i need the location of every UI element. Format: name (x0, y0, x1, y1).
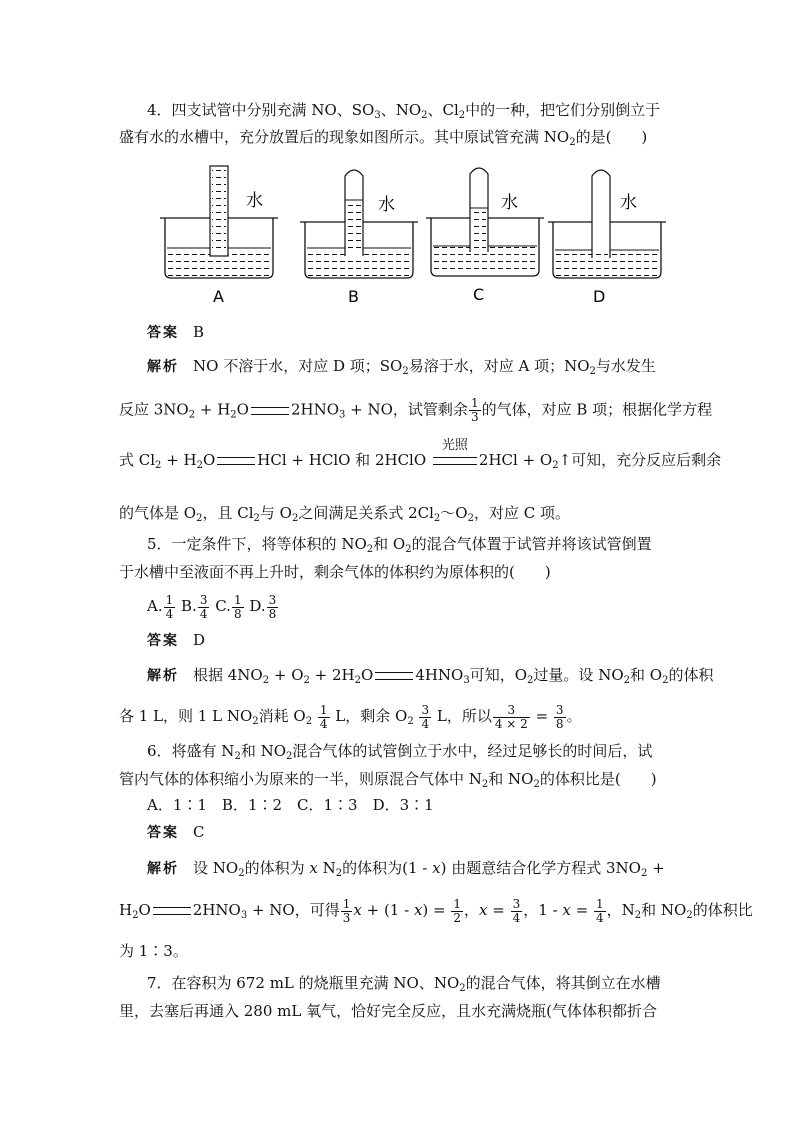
water-label-d: 水 (620, 193, 637, 213)
q6-stem-line2: 管内气体的体积缩小为原来的一半，则原混合气体中 $N_2$和 $NO_2$的体积比是( ) (119, 770, 657, 790)
q7-stem-line2: 里，去塞后再通入 280 mL 氧气，恰好完全反应，且水充满烧瓶(气体体积都折合 (119, 1002, 657, 1020)
equals-sign (153, 907, 191, 915)
q5-answer: 答案 D (147, 631, 206, 649)
beaker-d (548, 170, 666, 306)
label-a: A (213, 287, 224, 306)
q4-analysis-line4: 的气体是 $O_2$，且 $Cl_2$与 $O_2$之间满足关系式 $2Cl_2\sim O_2$，对应 C 项。 (119, 504, 570, 524)
label-b: B (348, 287, 359, 306)
q5-analysis-line1: 解析 根据 $4NO_2 + O_2 + 2H_2O$ $4HNO_3$可知，$O_2$过量。设 $NO_2$和 $O_2$的体积 (147, 666, 714, 686)
fraction-1-3: $\frac{1}{3}$ (470, 396, 479, 424)
q6-stem-line1: 6．将盛有 $N_2$和 $NO_2$混合气体的试管倒立于水中，经过足够长的时间后，试 (147, 742, 653, 762)
q5-stem-line2: 于水槽中至液面不再上升时，剩余气体的体积约为原体积的( ) (119, 563, 551, 581)
q6-answer: 答案 C (147, 823, 205, 841)
q6-analysis-line2: $H_2O$ $2HNO_3$ + NO，可得 $\frac{1}{3}$ x + (1 - x) = $\frac{1}{2}$ ，x = $\frac{3}{4}$ ，1 - x = $\frac{1}{4}$ ，$N_2$和 $NO_2$的体积比 (119, 896, 753, 925)
q6-options: A．1∶1 B．1∶2 C．1∶3 D．3∶1 (147, 796, 434, 814)
q4-analysis-line2: 反应 $3NO_2 + H_2O$ $2HNO_3$ + NO，试管剩余 $\frac{1}{3}$ 的气体，对应 B 项；根据化学方程 (119, 396, 713, 424)
beaker-b (300, 170, 418, 306)
beaker-a (160, 166, 278, 306)
q4-stem-line1: 4．四支试管中分别充满 NO、$SO_3$、$NO_2$、$Cl_2$中的一种，把它们分别倒立于 (147, 101, 661, 121)
q4-answer: 答案 B (147, 323, 205, 341)
equals-sign (251, 407, 289, 415)
q6-analysis-line1: 解析 设 $NO_2$的体积为 x $N_2$的体积为(1 - x) 由题意结合化学方程式 $3NO_2$ + (147, 859, 665, 879)
label-c: C (473, 285, 485, 304)
equals-sign-with-condition: 光照 (433, 457, 477, 465)
beaker-c (426, 168, 544, 304)
q4-stem-line2: 盛有水的水槽中，充分放置后的现象如图所示。其中原试管充满 $NO_2$的是( ) (119, 128, 648, 148)
label-d: D (593, 287, 606, 306)
equals-sign (217, 457, 255, 465)
q4-analysis-line3: 式 $Cl_2 + H_2O$ HCl + HClO 和 2HClO 光照 $2HCl + O_2↑$可知，充分反应后剩余 (119, 438, 722, 471)
water-label-b: 水 (378, 195, 395, 215)
q7-stem-line1: 7．在容积为 672 mL 的烧瓶里充满 NO、$NO_2$的混合气体，将其倒立在水槽 (147, 974, 661, 994)
water-label-a: 水 (246, 191, 263, 211)
q5-options: A. $\frac{1}{4}$ B. $\frac{3}{4}$ C. $\frac{1}{8}$ D. $\frac{3}{8}$ (147, 592, 277, 621)
q5-stem-line1: 5．一定条件下，将等体积的 $NO_2$和 $O_2$的混合气体置于试管并将该试管倒置 (147, 535, 652, 555)
q6-analysis-line3: 为 1∶3。 (119, 942, 188, 960)
water-label-c: 水 (501, 193, 518, 213)
q4-figure (160, 160, 690, 310)
equals-sign (375, 672, 413, 680)
q5-analysis-line2: 各 1 L，则 1 L $NO_2$消耗 $O_2$ $\frac{1}{4}$ L，剩余 $O_2$ $\frac{3}{4}$ L，所以 $\frac{3}{4 \times 2}$ = $\frac{3}{8}$ 。 (119, 702, 582, 731)
q4-analysis-line1: 解析 NO 不溶于水，对应 D 项；$SO_2$易溶于水，对应 A 项；$NO_2$与水发生 (147, 357, 656, 377)
